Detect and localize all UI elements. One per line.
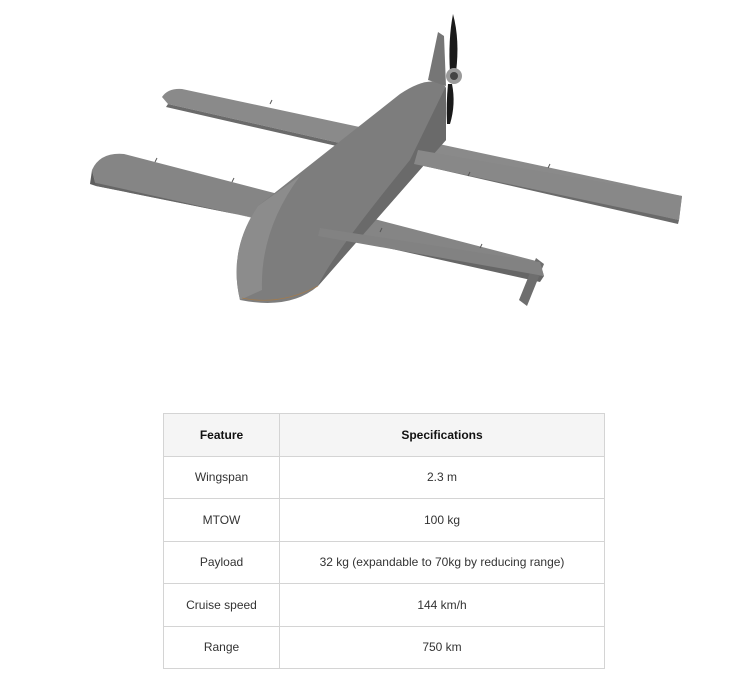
header-specifications: Specifications — [280, 414, 605, 457]
feature-cell: Wingspan — [164, 456, 280, 499]
tail-fin — [428, 32, 446, 86]
spec-table — [163, 413, 605, 669]
feature-cell: Payload — [164, 541, 280, 584]
spec-cell: 100 kg — [280, 499, 605, 542]
feature-cell: MTOW — [164, 499, 280, 542]
table-row — [164, 584, 605, 627]
spec-cell: 144 km/h — [280, 584, 605, 627]
propeller — [446, 14, 462, 124]
table-row — [164, 456, 605, 499]
spec-cell: 32 kg (expandable to 70kg by reducing range) — [280, 541, 605, 584]
feature-cell: Range — [164, 626, 280, 669]
table-row — [164, 541, 605, 584]
table-row — [164, 626, 605, 669]
table-header-row — [164, 414, 605, 457]
header-feature: Feature — [164, 414, 280, 457]
feature-cell: Cruise speed — [164, 584, 280, 627]
spec-cell: 750 km — [280, 626, 605, 669]
drone-image — [0, 0, 740, 330]
table-row — [164, 499, 605, 542]
spec-cell: 2.3 m — [280, 456, 605, 499]
